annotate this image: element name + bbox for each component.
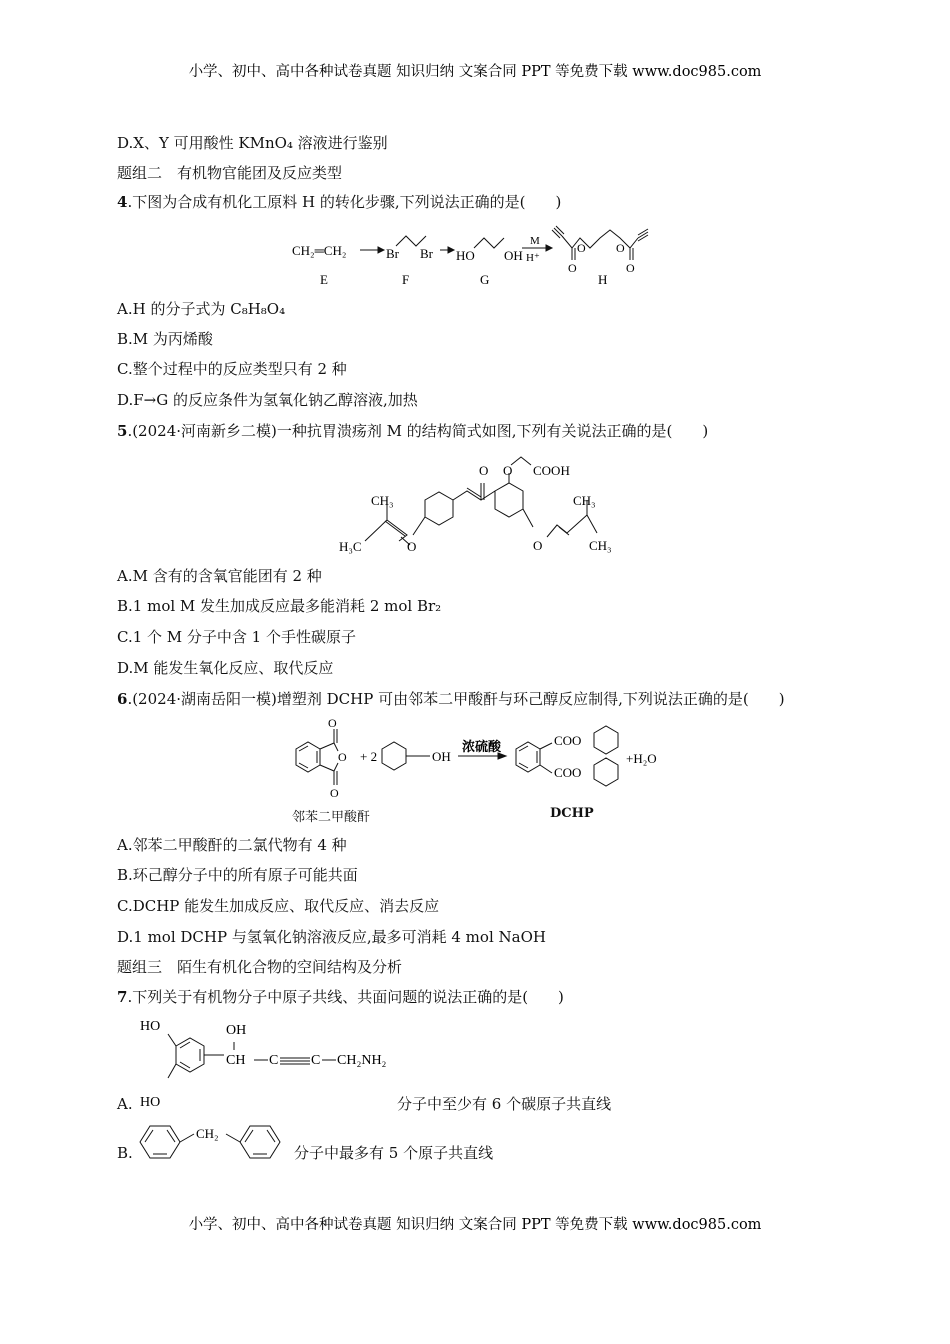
q5-stem-text: .(2024·河南新乡二模)一种抗胃溃疡剂 M 的结构简式如图,下列有关说法正确的是( ) (127, 422, 709, 440)
q5-ch3-right-bottom: CH₃ (589, 538, 612, 553)
q7a-ho-top: HO (140, 1019, 161, 1034)
q6-reaction-scheme (290, 715, 675, 805)
q7-option-b-structure (136, 1120, 291, 1166)
q4-h-ester-o2: O (616, 241, 625, 255)
q5-option-d: D.M 能发生氧化反应、取代反应 (117, 659, 334, 677)
q5-carbonyl-o: O (479, 463, 489, 478)
q4-h-carbonyl-o1: O (568, 261, 577, 275)
q5-ch3-right-top: CH₃ (573, 493, 596, 508)
q7-option-b-text: 分子中最多有 5 个原子共直线 (294, 1144, 494, 1162)
q4-stem (117, 193, 561, 211)
q5-ch3-left-top: CH₃ (371, 493, 394, 508)
q7-option-a-structure (138, 1012, 398, 1112)
q7a-ch2nh2: CH₂NH₂ (337, 1053, 387, 1068)
q4-ho: HO (456, 248, 475, 263)
q5-structure-m (335, 455, 625, 560)
q7a-oh: OH (226, 1023, 247, 1038)
q4-label-f: F (402, 272, 410, 287)
q6-label-dchp: DCHP (550, 806, 594, 821)
q6-anhydride-o-bottom: O (330, 786, 339, 800)
q5-option-a: A.M 含有的含氧官能团有 2 种 (117, 567, 322, 585)
q4-br-right: Br (420, 246, 433, 261)
q4-number: 4 (117, 193, 128, 211)
q4-br-left: Br (386, 246, 399, 261)
q7b-ch2: CH₂ (196, 1126, 219, 1141)
q4-label-g: G (480, 272, 490, 287)
q5-number: 5 (117, 422, 128, 440)
q6-reagent: 浓硫酸 (462, 739, 502, 754)
q4-reaction-scheme (290, 222, 670, 292)
q4-reagent-top: M (530, 235, 540, 247)
q7-number: 7 (117, 988, 128, 1006)
q4-h-ester-o1: O (577, 241, 586, 255)
q5-ether-o-top: O (503, 463, 513, 478)
q5-stem (117, 422, 708, 440)
q6-label-anhydride: 邻苯二甲酸酐 (292, 810, 371, 825)
q5-h3c-left: H₃C (339, 539, 362, 554)
q6-stem (117, 690, 785, 708)
q6-option-c: C.DCHP 能发生加成反应、取代反应、消去反应 (117, 897, 440, 915)
group3-title: 题组三 陌生有机化合物的空间结构及分析 (117, 958, 403, 976)
q4-stem-text: .下图为合成有机化工原料 H 的转化步骤,下列说法正确的是( ) (127, 193, 562, 211)
q4-option-d: D.F→G 的反应条件为氢氧化钠乙醇溶液,加热 (117, 391, 418, 409)
q6-coo-top: COO (554, 733, 582, 748)
q6-coo-bottom: COO (554, 765, 582, 780)
q4-option-b: B.M 为丙烯酸 (117, 330, 213, 348)
q4-label-e: E (320, 272, 328, 287)
q6-oh: OH (432, 749, 451, 764)
q4-h-carbonyl-o2: O (626, 261, 635, 275)
page-header: 小学、初中、高中各种试卷真题 知识归纳 文案合同 PPT 等免费下载 www.doc985.com (188, 64, 762, 80)
q4-e-formula: CH₂═CH₂ (292, 243, 347, 258)
q6-water: +H₂O (626, 751, 657, 766)
q5-option-c: C.1 个 M 分子中含 1 个手性碳原子 (117, 628, 356, 646)
q6-coefficient: + 2 (360, 749, 378, 764)
q6-number: 6 (117, 690, 128, 708)
q7-stem (117, 988, 564, 1006)
q4-oh: OH (504, 248, 523, 263)
q4-reagent-bottom: H⁺ (526, 252, 540, 264)
group2-title: 题组二 有机物官能团及反应类型 (117, 164, 343, 182)
q6-option-b: B.环己醇分子中的所有原子可能共面 (117, 866, 358, 884)
q6-option-d: D.1 mol DCHP 与氢氧化钠溶液反应,最多可消耗 4 mol NaOH (117, 928, 546, 946)
q6-anhydride-o-ring: O (338, 750, 347, 764)
q7-stem-text: .下列关于有机物分子中原子共线、共面问题的说法正确的是( ) (127, 988, 564, 1006)
q7a-ch: CH (226, 1053, 246, 1068)
q7-option-a-prefix: A. (117, 1095, 133, 1113)
q6-anhydride-o-top: O (328, 716, 337, 730)
page-footer: 小学、初中、高中各种试卷真题 知识归纳 文案合同 PPT 等免费下载 www.doc985.com (188, 1217, 762, 1233)
q6-stem-text: .(2024·湖南岳阳一模)增塑剂 DCHP 可由邻苯二甲酸酐与环己醇反应制得,下列说法正确的是( ) (127, 690, 785, 708)
q5-ether-o-right: O (533, 538, 543, 553)
q4-option-a: A.H 的分子式为 C₈H₈O₄ (117, 300, 286, 318)
q7-option-a-text: 分子中至少有 6 个碳原子共直线 (397, 1095, 612, 1113)
q7a-c-left: C (269, 1053, 279, 1068)
q5-cooh: COOH (533, 463, 570, 478)
q5-ether-o-left: O (407, 539, 417, 554)
prev-option-d: D.X、Y 可用酸性 KMnO₄ 溶液进行鉴别 (117, 134, 388, 152)
q4-label-h: H (598, 272, 608, 287)
q7-option-b-prefix: B. (117, 1144, 133, 1162)
q5-option-b: B.1 mol M 发生加成反应最多能消耗 2 mol Br₂ (117, 597, 442, 615)
q6-option-a: A.邻苯二甲酸酐的二氯代物有 4 种 (117, 836, 347, 854)
q7a-c-right: C (311, 1053, 321, 1068)
q4-option-c: C.整个过程中的反应类型只有 2 种 (117, 360, 347, 378)
q7a-ho-bottom: HO (140, 1095, 161, 1110)
